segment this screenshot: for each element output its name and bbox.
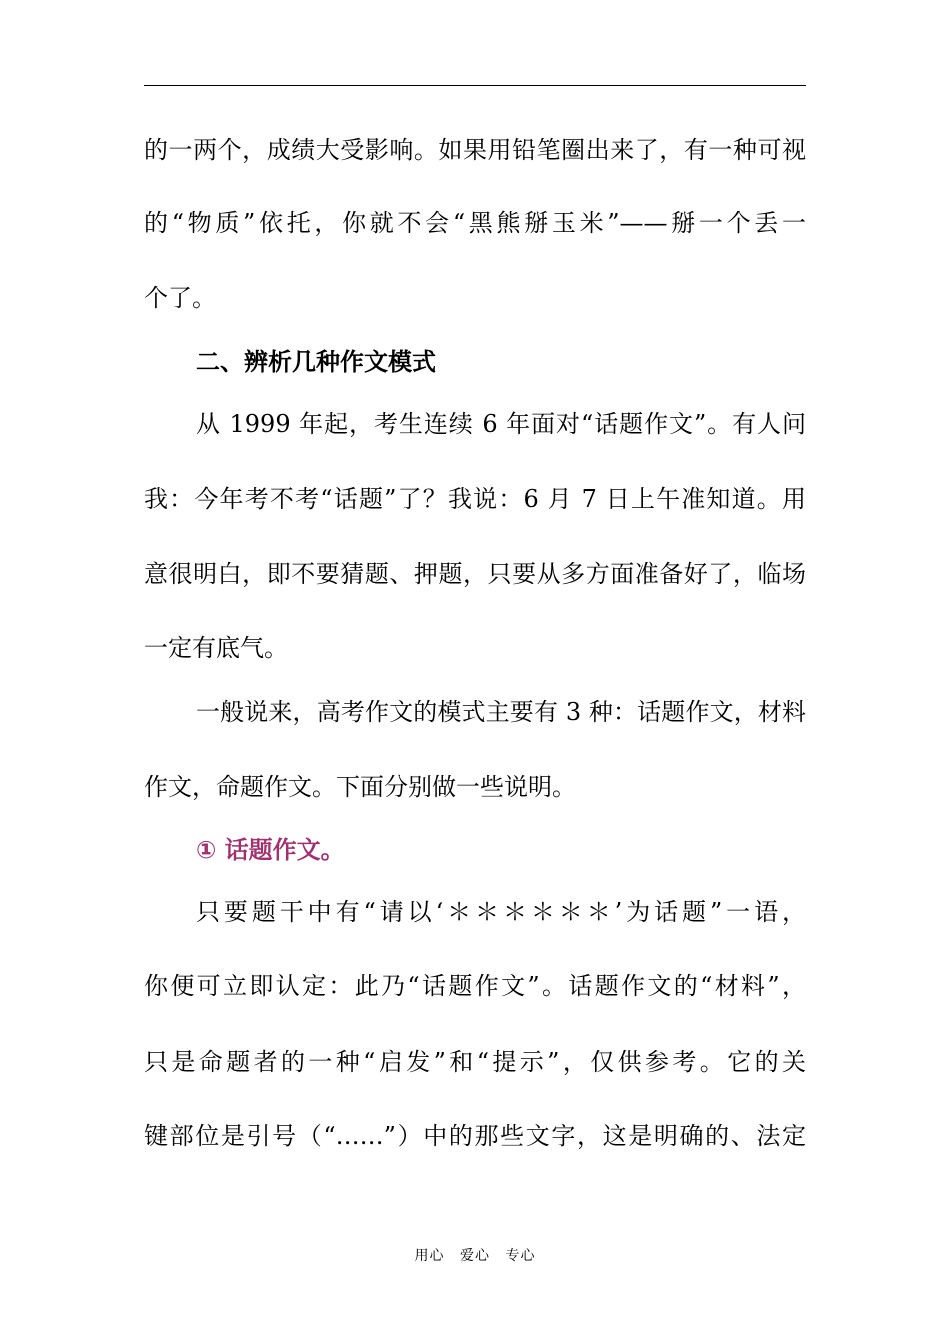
section-heading: 二、辨析几种作文模式 (196, 348, 436, 376)
body-line-13: 你便可立即认定：此乃“话题作文”。话题作文的“材料”， (144, 972, 806, 1000)
sub-heading-topic-essay: ① 话题作文。 (196, 836, 345, 864)
body-line-12: 只要题干中有“请以‘＊＊＊＊＊＊’为话题”一语， (196, 898, 806, 926)
page-footer: 用心 爱心 专心 (414, 1248, 536, 1264)
header-rule (144, 85, 806, 86)
body-line-14: 只是命题者的一种“启发”和“提示”，仅供参考。它的关 (144, 1048, 806, 1076)
body-line-7: 意很明白，即不要猜题、押题，只要从多方面准备好了，临场 (144, 560, 806, 588)
body-line-9: 一般说来，高考作文的模式主要有 3 种：话题作文，材料 (196, 698, 806, 726)
body-line-6: 我：今年考不考“话题”了？我说：6 月 7 日上午准知道。用 (144, 485, 806, 513)
body-line-8: 一定有底气。 (144, 634, 288, 662)
body-line-2: 的“物质”依托，你就不会“黑熊掰玉米”——掰一个丢一 (144, 209, 806, 237)
body-line-10: 作文，命题作文。下面分别做一些说明。 (144, 773, 576, 801)
body-line-15: 键部位是引号（“……”）中的那些文字，这是明确的、法定 (144, 1122, 806, 1150)
body-line-1: 的一两个，成绩大受影响。如果用铅笔圈出来了，有一种可视 (144, 136, 806, 164)
body-line-3: 个了。 (144, 284, 216, 312)
body-line-5: 从 1999 年起，考生连续 6 年面对“话题作文”。有人问 (196, 410, 806, 438)
